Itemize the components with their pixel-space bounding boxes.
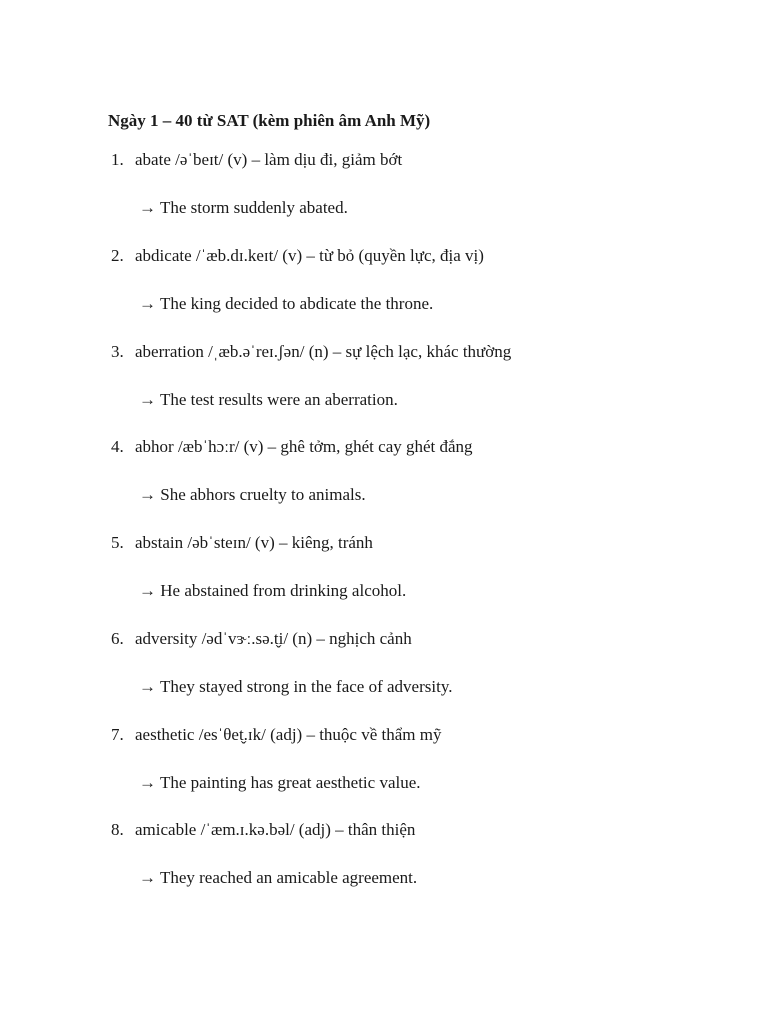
entry-example: → They stayed strong in the face of adversity. xyxy=(139,677,453,696)
entry-definition: aberration /ˌæb.əˈreɪ.ʃən/ (n) – sự lệch lạc, khác thường xyxy=(135,342,512,361)
entry-definition: aesthetic /esˈθet̬.ɪk/ (adj) – thuộc về thẩm mỹ xyxy=(135,725,442,744)
vocab-entry xyxy=(0,437,768,517)
entry-definition: abstain /əbˈsteɪn/ (v) – kiêng, tránh xyxy=(135,533,373,552)
entry-definition: abate /əˈbeɪt/ (v) – làm dịu đi, giảm bớt xyxy=(135,150,403,169)
entry-number: 6. xyxy=(111,629,124,648)
vocab-entry xyxy=(0,150,768,230)
document-title: Ngày 1 – 40 từ SAT (kèm phiên âm Anh Mỹ) xyxy=(108,111,431,130)
vocab-entry xyxy=(0,629,768,709)
vocab-entry xyxy=(0,246,768,326)
entry-number: 8. xyxy=(111,820,124,839)
vocab-entry xyxy=(0,342,768,422)
entry-number: 3. xyxy=(111,342,124,361)
entry-number: 2. xyxy=(111,246,124,265)
entry-definition: amicable /ˈæm.ɪ.kə.bəl/ (adj) – thân thiện xyxy=(135,820,416,839)
entry-number: 4. xyxy=(111,437,124,456)
entry-example: → The painting has great aesthetic value. xyxy=(139,773,421,792)
entry-example: → They reached an amicable agreement. xyxy=(139,868,418,887)
entry-number: 1. xyxy=(111,150,124,169)
entry-example: → The test results were an aberration. xyxy=(139,390,398,409)
entry-definition: abdicate /ˈæb.dɪ.keɪt/ (v) – từ bỏ (quyền lực, địa vị) xyxy=(135,246,484,265)
vocab-entry xyxy=(0,820,768,900)
entry-number: 5. xyxy=(111,533,124,552)
entry-example: → The storm suddenly abated. xyxy=(139,198,348,217)
entry-number: 7. xyxy=(111,725,124,744)
entry-example: → He abstained from drinking alcohol. xyxy=(139,581,407,600)
vocab-entry xyxy=(0,725,768,805)
entry-example: → The king decided to abdicate the throne. xyxy=(139,294,434,313)
entry-definition: abhor /æbˈhɔːr/ (v) – ghê tởm, ghét cay ghét đắng xyxy=(135,437,473,456)
vocab-entry xyxy=(0,533,768,613)
entry-definition: adversity /ədˈvɝː.sə.t̬i/ (n) – nghịch cảnh xyxy=(135,629,412,648)
entry-example: → She abhors cruelty to animals. xyxy=(139,485,366,504)
